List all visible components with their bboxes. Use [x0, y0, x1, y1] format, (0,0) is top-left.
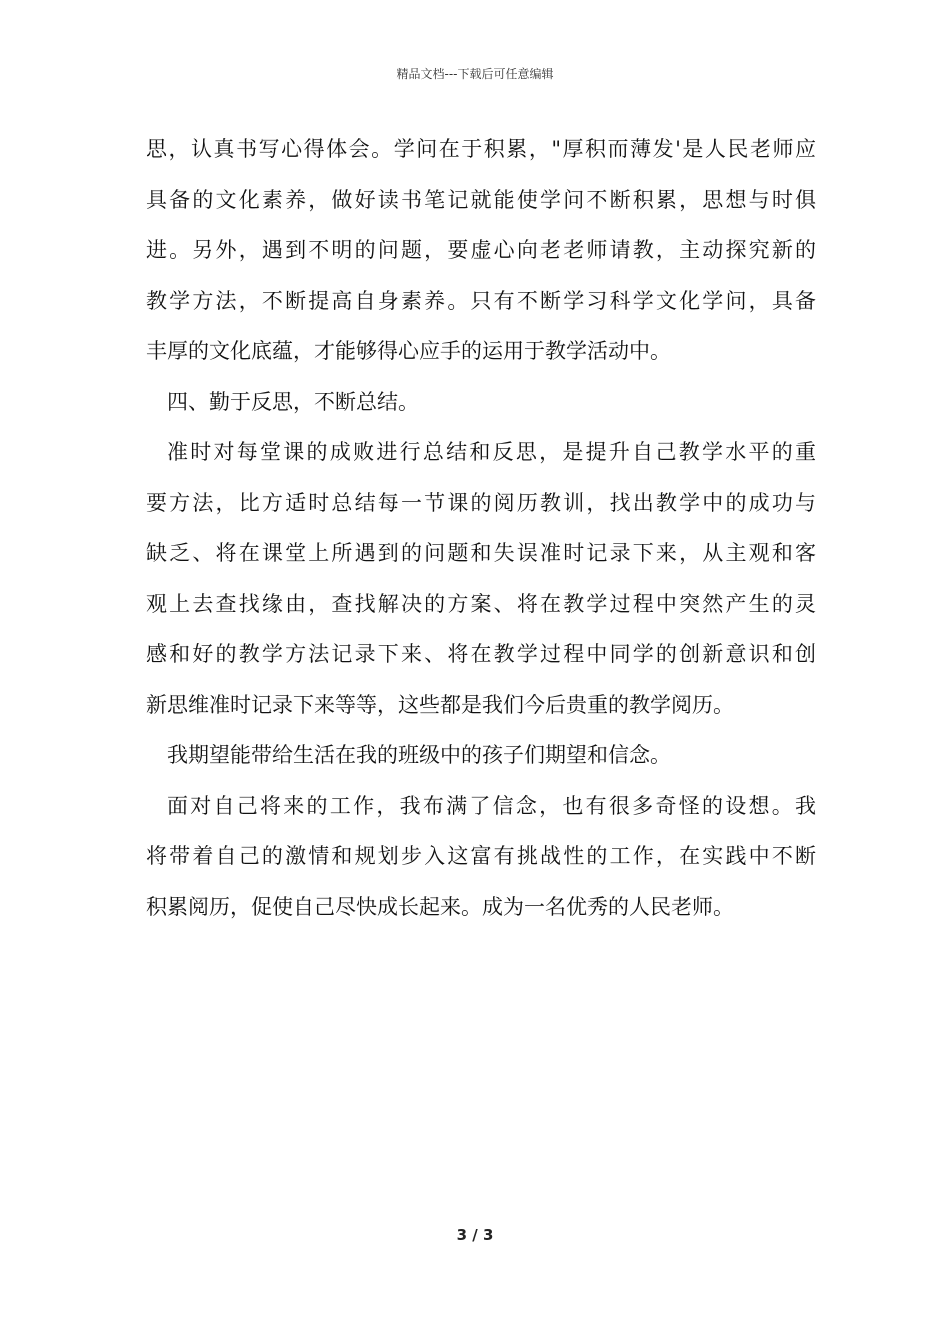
body-line: 缺乏、将在课堂上所遇到的问题和失误准时记录下来，从主观和客 [146, 541, 816, 565]
body-line: 丰厚的文化底蕴，才能够得心应手的运用于教学活动中。 [146, 339, 671, 363]
body-line: 我期望能带给生活在我的班级中的孩子们期望和信念。 [167, 743, 671, 767]
body-line: 准时对每堂课的成败进行总结和反思，是提升自己教学水平的重 [167, 440, 816, 464]
page-header: 精品文档---下载后可任意编辑 [396, 67, 554, 81]
body-line: 面对自己将来的工作，我布满了信念，也有很多奇怪的设想。我 [167, 793, 816, 818]
body-line: 观上去查找缘由，查找解决的方案、将在教学过程中突然产生的灵 [146, 591, 816, 616]
body-line: 具备的文化素养，做好读书笔记就能使学问不断积累，思想与时俱 [146, 187, 816, 212]
body-line: 教学方法，不断提高自身素养。只有不断学习科学文化学问，具备 [146, 288, 816, 313]
body-line: 感和好的教学方法记录下来、将在教学过程中同学的创新意识和创 [146, 642, 816, 666]
body-line: 积累阅历，促使自己尽快成长起来。成为一名优秀的人民老师。 [146, 894, 734, 919]
section-heading: 四、勤于反思，不断总结。 [167, 389, 419, 414]
body-line: 将带着自己的激情和规划步入这富有挑战性的工作，在实践中不断 [146, 844, 816, 868]
body-line: 进。另外，遇到不明的问题，要虚心向老老师请教，主动探究新的 [146, 238, 816, 262]
body-line: 思，认真书写心得体会。学问在于积累，"厚积而薄发'是人民老师应 [146, 137, 816, 161]
body-line: 新思维准时记录下来等等，这些都是我们今后贵重的教学阅历。 [146, 692, 734, 717]
document-body [146, 124, 816, 932]
page-number: 3 / 3 [456, 1226, 494, 1244]
body-line: 要方法，比方适时总结每一节课的阅历教训，找出教学中的成功与 [146, 490, 816, 515]
